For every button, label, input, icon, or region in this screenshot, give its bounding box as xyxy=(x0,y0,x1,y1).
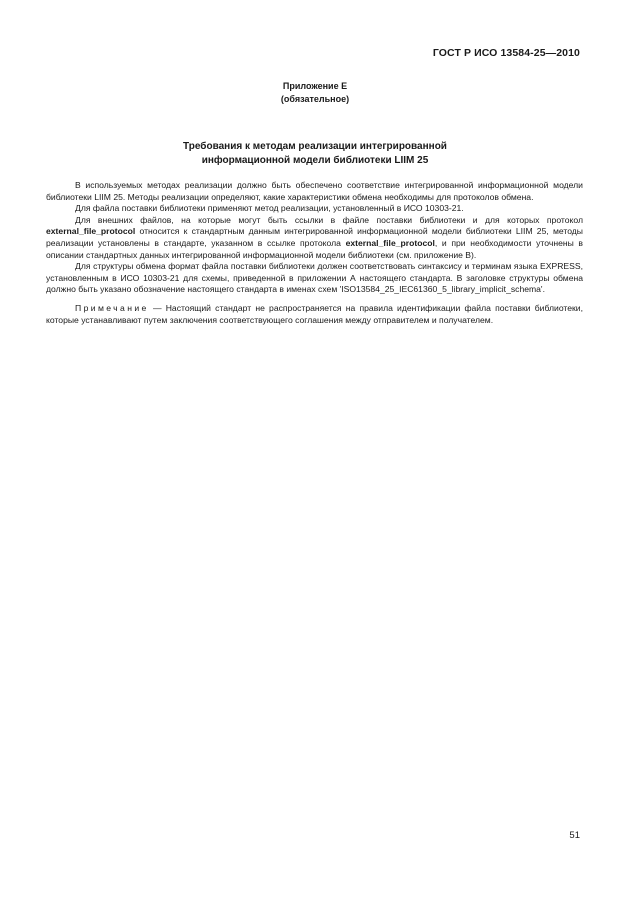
note-text: — Настоящий стандарт не распространяется на правила идентификации файла поставки библиотеки, которые устанавливают путем заключения соответствующего соглашения между отправителем и получателем. xyxy=(46,302,583,325)
paragraph-3-part-a: Для внешних файлов, на которые могут быть ссылки в файле поставки библиотеки и для которых протокол xyxy=(75,214,583,225)
section-title xyxy=(0,140,630,168)
term-external-file-protocol-2: external_file_protocol xyxy=(345,237,435,248)
paragraph-3-part-c: , и при необходимости уточнены в описании стандартных данных интегрированной информационной модели библиотеки (см. приложение В). xyxy=(46,237,583,260)
body-text xyxy=(46,180,583,326)
note xyxy=(46,303,583,326)
annex-status: (обязательное) xyxy=(280,94,350,104)
paragraph-4: Для структуры обмена формат файла поставки библиотеки должен соответствовать синтаксису и терминам языка EXPRESS, установленным в ИСО 10303-21 для схемы, приведенной в приложении А настоящего стандарта. В заголовке структуры обмена должно быть указано обозначение настоящего стандарта в именах схем 'ISO13584_25_IEC61360_5_library_implicit_schema'. xyxy=(46,261,583,295)
paragraph-3-part-b: относится к стандартным данным интегрированной информационной модели библиотеки LIIM 25, методы реализации установлены в стандарте, указанном в ссылке протокола xyxy=(46,226,583,248)
paragraph-1: В используемых методах реализации должно быть обеспечено соответствие интегрированной информационной модели библиотеки LIIM 25. Методы реализации определяют, какие характеристики обмена необходимы для протоколов обмена. xyxy=(46,180,583,202)
section-title-line-1: Требования к методам реализации интегрированной xyxy=(183,141,447,152)
standard-designation: ГОСТ Р ИСО 13584-25—2010 xyxy=(432,47,580,59)
annex-heading xyxy=(0,80,630,106)
paragraph-2: Для файла поставки библиотеки применяют метод реализации, установленный в ИСО 10303-21. xyxy=(75,203,464,214)
section-title-line-2: информационной модели библиотеки LIIM 25 xyxy=(201,155,429,166)
note-label: Примечание xyxy=(75,302,149,313)
paragraph-3 xyxy=(46,215,583,261)
term-external-file-protocol: external_file_protocol xyxy=(46,226,136,237)
page-number: 51 xyxy=(569,830,580,841)
annex-title: Приложение Е xyxy=(282,81,348,91)
